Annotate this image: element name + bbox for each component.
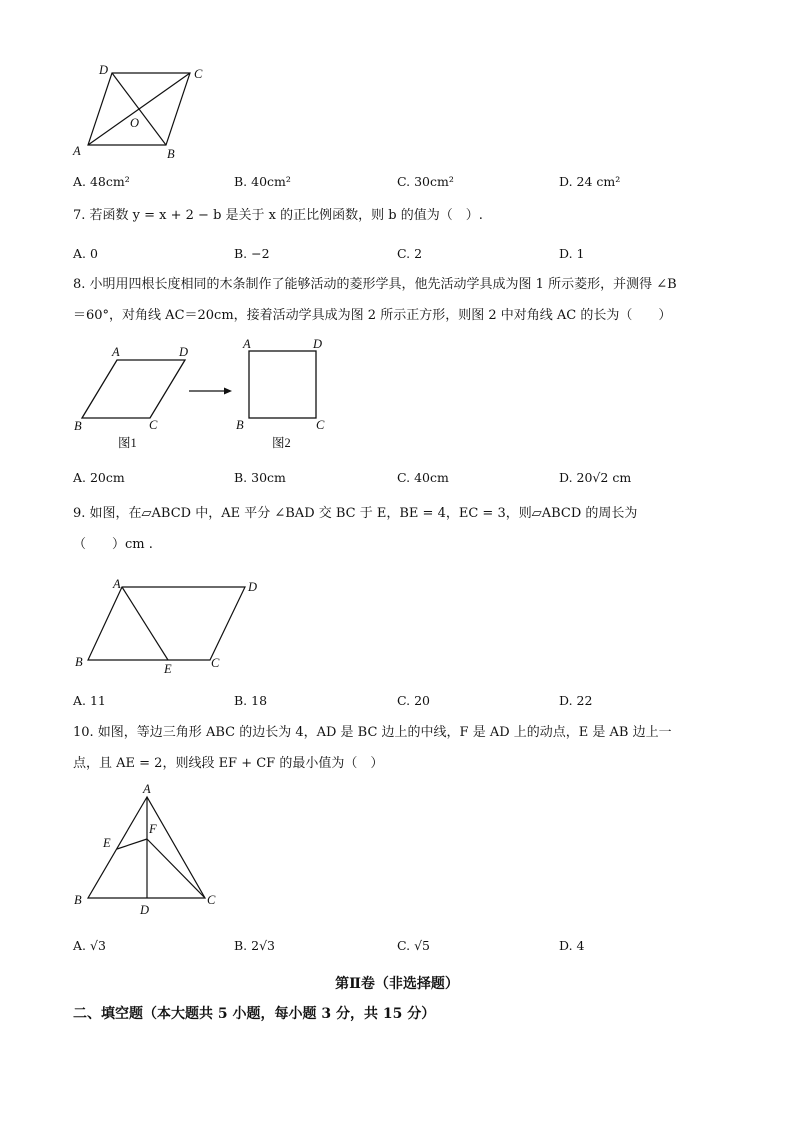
q10-label-f: F <box>149 822 157 836</box>
q8-fig1-caption: 图1 <box>118 436 137 450</box>
q8-question-line1: 8. 小明用四根长度相同的木条制作了能够活动的菱形学具，他先活动学具成为图 1 所示菱形，并测得 ∠B <box>73 277 677 292</box>
q10-label-d: D <box>140 903 150 917</box>
q8-option-c: C. 40cm <box>397 470 449 485</box>
q9-option-c: C. 20 <box>397 693 430 708</box>
q9-label-a: A <box>113 577 121 591</box>
q8-option-d: D. 20√2 cm <box>559 470 632 485</box>
q10-question-line2: 点，且 AE = 2，则线段 EF + CF 的最小值为（ ） <box>73 756 384 771</box>
q7-question-text: 7. 若函数 y = x + 2 − b 是关于 x 的正比例函数，则 b 的值为（ ）. <box>73 208 483 223</box>
q9-label-b: B <box>75 655 83 669</box>
q9-label-c: C <box>211 656 220 670</box>
q9-label-d: D <box>248 580 258 594</box>
q6-label-a: A <box>73 144 81 158</box>
q8-option-b: B. 30cm <box>234 470 286 485</box>
q6-option-c: C. 30cm² <box>397 174 454 189</box>
q9-label-e: E <box>164 662 172 676</box>
q8-fig1-label-b: B <box>74 419 82 433</box>
q10-label-a: A <box>143 782 151 796</box>
q9-question-line2: （ ）cm . <box>73 537 153 552</box>
q8-fig2-label-c: C <box>316 418 325 432</box>
q6-label-c: C <box>194 67 203 81</box>
q8-fig1-label-c: C <box>149 418 158 432</box>
q9-option-d: D. 22 <box>559 693 593 708</box>
q8-option-a: A. 20cm <box>73 470 125 485</box>
q8-fig2-label-d: D <box>313 337 323 351</box>
q8-fig2-caption: 图2 <box>272 436 291 450</box>
q10-option-a: A. √3 <box>73 938 106 953</box>
q10-option-b: B. 2√3 <box>234 938 276 953</box>
q6-option-b: B. 40cm² <box>234 174 291 189</box>
q6-label-o: O <box>130 116 140 130</box>
q7-option-c: C. 2 <box>397 246 423 261</box>
q10-question-line1: 10. 如图，等边三角形 ABC 的边长为 4，AD 是 BC 边上的中线，F 是 AD 上的动点，E 是 AB 边上一 <box>73 725 672 740</box>
q6-label-d: D <box>99 63 109 77</box>
q9-question-line1: 9. 如图，在▱ABCD 中，AE 平分 ∠BAD 交 BC 于 E，BE = 4，EC = 3，则▱ABCD 的周长为 <box>73 506 638 521</box>
part-two-title: 第Ⅱ卷（非选择题） <box>335 976 459 992</box>
fill-in-section-heading: 二、填空题（本大题共 5 小题，每小题 3 分，共 15 分） <box>73 1006 436 1022</box>
q10-label-c: C <box>207 893 216 907</box>
q10-option-c: C. √5 <box>397 938 430 953</box>
q8-fig2-label-a: A <box>243 337 251 351</box>
q10-label-b: B <box>74 893 82 907</box>
q8-fig1-label-d: D <box>179 345 189 359</box>
q10-label-e: E <box>103 836 111 850</box>
q8-fig1-label-a: A <box>112 345 120 359</box>
q6-label-b: B <box>167 147 175 161</box>
q7-option-a: A. 0 <box>73 246 98 261</box>
q7-option-d: D. 1 <box>559 246 585 261</box>
q6-option-a: A. 48cm² <box>73 174 130 189</box>
q10-option-d: D. 4 <box>559 938 585 953</box>
q7-option-b: B. −2 <box>234 246 270 261</box>
q9-option-a: A. 11 <box>73 693 106 708</box>
q8-fig2-label-b: B <box>236 418 244 432</box>
q8-question-line2: ＝60°，对角线 AC＝20cm，接着活动学具成为图 2 所示正方形，则图 2 中对角线 AC 的长为（ ） <box>73 308 672 323</box>
q6-option-d: D. 24 cm² <box>559 174 621 189</box>
q9-option-b: B. 18 <box>234 693 268 708</box>
